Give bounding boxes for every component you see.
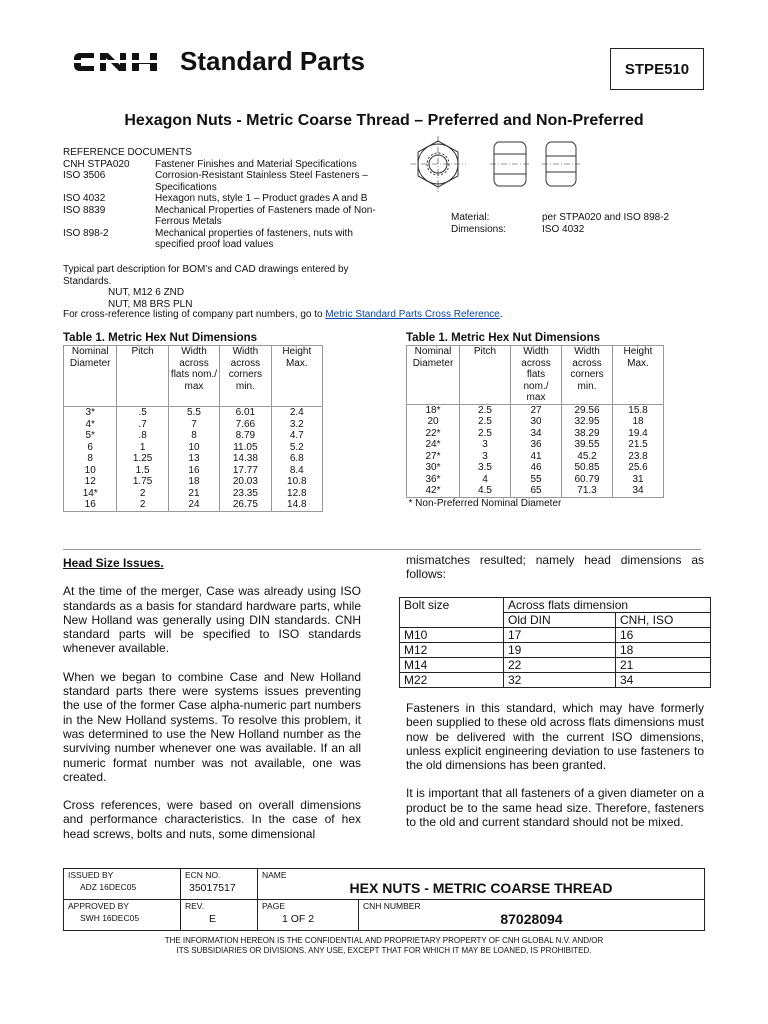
part-name: HEX NUTS - METRIC COARSE THREAD xyxy=(349,880,613,896)
table-cell: 8.4 xyxy=(271,465,322,477)
table-spacer-row xyxy=(64,392,323,407)
material-value: per STPA020 and ISO 898-2 xyxy=(542,212,670,223)
table-cell: 3 xyxy=(460,439,511,451)
table-footnote: * Non-Preferred Nominal Diameter xyxy=(408,497,562,509)
table-cell: 34 xyxy=(511,428,562,440)
bolt-cell: 32 xyxy=(504,673,616,688)
confidentiality-line: THE INFORMATION HEREON IS THE CONFIDENTIAL AND PROPRIETARY PROPERTY OF CNH GLOBAL N.V. AND/OR xyxy=(164,936,604,945)
paragraph: mismatches resulted; namely head dimensions as follows: xyxy=(406,553,704,582)
table-cell: 4.7 xyxy=(271,430,322,442)
table-row xyxy=(407,474,664,486)
table-cell: 3* xyxy=(64,407,117,419)
issued-by-value: ADZ 16DEC05 xyxy=(80,882,137,892)
table-cell: 14.38 xyxy=(220,453,271,465)
title-block-row xyxy=(64,900,705,931)
table-row xyxy=(407,485,664,497)
bolt-cell: 18 xyxy=(616,643,711,658)
table-cell: 71.3 xyxy=(562,485,613,497)
table-cell: 24 xyxy=(168,499,219,511)
reference-desc: Corrosion-Resistant Stainless Steel Fasteners – Specifications xyxy=(155,170,368,193)
paragraph: Cross references, were based on overall dimensions and performance characteristics. In the case of hex head screws, bolts and nuts, some dimensional xyxy=(63,798,361,841)
table-cell: .8 xyxy=(117,430,168,442)
table-cell: 20.03 xyxy=(220,476,271,488)
table-cell: 45.2 xyxy=(562,451,613,463)
bolt-row xyxy=(400,643,711,658)
reference-code: ISO 4032 xyxy=(63,193,106,204)
table-cell: 21 xyxy=(168,488,219,500)
table-cell: 12.8 xyxy=(271,488,322,500)
hex-nut-table-right xyxy=(406,332,664,509)
col-header: Nominal Diameter xyxy=(64,346,117,393)
bolt-row xyxy=(400,658,711,673)
col-header: Width across flats nom./ max xyxy=(168,346,219,393)
name-label: NAME xyxy=(262,870,287,880)
references-heading: REFERENCE DOCUMENTS xyxy=(63,147,192,158)
table-cell: 10 xyxy=(168,442,219,454)
table-cell: 5.2 xyxy=(271,442,322,454)
table-cell: 32.95 xyxy=(562,416,613,428)
old-din-header: Old DIN xyxy=(504,613,616,628)
table-cell: 13 xyxy=(168,453,219,465)
table-caption: Table 1. Metric Hex Nut Dimensions xyxy=(63,332,258,344)
page-title: Hexagon Nuts - Metric Coarse Thread – Preferred and Non-Preferred xyxy=(124,112,644,129)
title-block-row xyxy=(64,869,705,900)
section-divider xyxy=(63,549,701,550)
table-cell: 36 xyxy=(511,439,562,451)
reference-row xyxy=(63,170,395,193)
bolt-cell: 22 xyxy=(504,658,616,673)
reference-row xyxy=(63,159,395,171)
typical-description xyxy=(63,264,393,310)
reference-desc: Mechanical properties of fasteners, nuts with specified proof load values xyxy=(155,227,353,250)
confidentiality-notice xyxy=(0,936,768,956)
table-cell: 12 xyxy=(64,476,117,488)
reference-code: ISO 8839 xyxy=(63,204,106,216)
table-cell: 36* xyxy=(407,474,460,486)
table-cell: 31 xyxy=(613,474,664,486)
table-cell: 20 xyxy=(407,416,460,428)
approved-by-cell xyxy=(64,900,181,931)
ecn-value: 35017517 xyxy=(189,882,236,894)
table-cell: 11.05 xyxy=(220,442,271,454)
table-cell: 2.5 xyxy=(460,404,511,416)
table-row xyxy=(407,428,664,440)
rev-value: E xyxy=(209,913,217,925)
table-cell: 15.8 xyxy=(613,404,664,416)
bolt-size-header: Bolt size xyxy=(400,598,504,628)
table-cell: 50.85 xyxy=(562,462,613,474)
body-right-column-top xyxy=(406,553,704,596)
table-cell: 5.5 xyxy=(168,407,219,419)
table-cell: 4* xyxy=(64,419,117,431)
table-cell: 42* xyxy=(407,485,460,497)
body-right-column-bottom xyxy=(406,701,704,843)
across-flats-header: Across flats dimension xyxy=(504,598,711,613)
bolt-cell: 34 xyxy=(616,673,711,688)
table-cell: 2.5 xyxy=(460,416,511,428)
table-row xyxy=(64,442,323,454)
col-header: Width across flats nom./ max xyxy=(511,346,562,405)
rev-label: REV. xyxy=(185,901,205,911)
cnh-number-value: 87028094 xyxy=(500,911,563,927)
section-heading: Head Size Issues. xyxy=(63,556,164,570)
table-cell: 65 xyxy=(511,485,562,497)
table-cell: 18 xyxy=(168,476,219,488)
col-header: Width across corners min. xyxy=(562,346,613,405)
material-row xyxy=(451,212,669,224)
table-cell: 1.25 xyxy=(117,453,168,465)
table-cell: 3.2 xyxy=(271,419,322,431)
table-row xyxy=(407,462,664,474)
crossref-pre: For cross-reference listing of company part numbers, go to xyxy=(63,309,326,320)
approved-by-label: APPROVED BY xyxy=(68,901,129,911)
bolt-header-row xyxy=(400,598,711,613)
typical-example: NUT, M8 BRS PLN xyxy=(108,298,193,310)
bolt-cell: 19 xyxy=(504,643,616,658)
table-cell: 1.75 xyxy=(117,476,168,488)
table-row xyxy=(64,476,323,488)
page-label: PAGE xyxy=(262,901,285,911)
footnote-row xyxy=(407,497,664,509)
cross-reference-link[interactable]: Metric Standard Parts Cross Reference xyxy=(325,309,500,320)
dimensions-value: ISO 4032 xyxy=(542,224,585,235)
table-body xyxy=(64,407,323,512)
table-row xyxy=(64,407,323,419)
typical-text: Typical part description for BOM’s and CAD drawings entered by Standards. xyxy=(63,264,349,287)
table-cell: 19.4 xyxy=(613,428,664,440)
table-cell: 10.8 xyxy=(271,476,322,488)
paragraph: Fasteners in this standard, which may have formerly been supplied to these old across flats dimensions must now be delivered with the current ISO dimensions, unless explicit engineering deviation to use fasteners to the old dimensions has been granted. xyxy=(406,701,704,773)
cnh-number-label: CNH NUMBER xyxy=(363,901,421,911)
paragraph: At the time of the merger, Case was already using ISO standards as a basis for standard hardware parts, while New Holland was generally using DIN standards. CNH standard parts will be specified to ISO standards whenever available. xyxy=(63,584,361,656)
table-cell: 6.8 xyxy=(271,453,322,465)
material-label: Material: xyxy=(451,212,490,223)
cross-reference-line xyxy=(63,309,503,320)
reference-desc: Hexagon nuts, style 1 – Product grades A and B xyxy=(155,193,368,204)
table-cell: 8 xyxy=(168,430,219,442)
table-cell: 8.79 xyxy=(220,430,271,442)
reference-row xyxy=(63,205,395,228)
title-block xyxy=(63,868,705,931)
ecn-cell xyxy=(181,869,258,900)
table-cell: 6.01 xyxy=(220,407,271,419)
typical-example: NUT, M12 6 ZND xyxy=(108,287,185,298)
reference-desc: Mechanical Properties of Fasteners made of Non-Ferrous Metals xyxy=(155,204,376,227)
table-cell: 23.35 xyxy=(220,488,271,500)
confidentiality-line: ITS SUBSIDIARIES OR DIVISIONS. ANY USE, EXCEPT THAT FOR WHICH IT MAY BE LOANED, IS PROHIBITED. xyxy=(176,946,592,955)
table-cell: 30 xyxy=(511,416,562,428)
table-cell: 6 xyxy=(64,442,117,454)
issued-by-label: ISSUED BY xyxy=(68,870,114,880)
table-cell: 16 xyxy=(64,499,117,511)
table-row xyxy=(407,416,664,428)
table-cell: 46 xyxy=(511,462,562,474)
bolt-cell: 16 xyxy=(616,628,711,643)
table-cell: 26.75 xyxy=(220,499,271,511)
bolt-cell: M12 xyxy=(400,643,504,658)
table-row xyxy=(407,404,664,416)
reference-documents xyxy=(63,147,395,251)
table-cell: 18* xyxy=(407,404,460,416)
table-cell: 23.8 xyxy=(613,451,664,463)
hex-nut-icon xyxy=(408,136,588,216)
table-cell: 27* xyxy=(407,451,460,463)
table-cell: 21.5 xyxy=(613,439,664,451)
table-cell: 7 xyxy=(168,419,219,431)
table-cell: 14.8 xyxy=(271,499,322,511)
table-cell: .5 xyxy=(117,407,168,419)
bolt-row xyxy=(400,628,711,643)
bolt-row xyxy=(400,673,711,688)
col-header: Height Max. xyxy=(271,346,322,393)
rev-cell xyxy=(181,900,258,931)
paragraph: It is important that all fasteners of a given diameter on a product be to the same head size. Therefore, fasteners to the old and current standard should not be mixed. xyxy=(406,786,704,830)
col-header: Pitch xyxy=(117,346,168,393)
table-cell: 29.56 xyxy=(562,404,613,416)
table-row xyxy=(64,488,323,500)
reference-row xyxy=(63,228,395,251)
material-dimensions xyxy=(451,212,669,236)
table-cell: 24* xyxy=(407,439,460,451)
table-row xyxy=(64,453,323,465)
table-cell: 4 xyxy=(460,474,511,486)
crossref-post: . xyxy=(499,309,503,320)
table-row xyxy=(64,465,323,477)
reference-code: ISO 898-2 xyxy=(63,227,109,239)
bolt-cell: M10 xyxy=(400,628,504,643)
table-cell: 2 xyxy=(117,488,168,500)
cnh-number-cell xyxy=(359,900,705,931)
table-caption: Table 1. Metric Hex Nut Dimensions xyxy=(406,332,601,344)
table-row xyxy=(407,439,664,451)
table-row xyxy=(64,499,323,511)
table-cell: 17.77 xyxy=(220,465,271,477)
hex-nut-table-left xyxy=(63,332,323,512)
table-row xyxy=(64,419,323,431)
table-cell: 41 xyxy=(511,451,562,463)
table-row xyxy=(407,451,664,463)
table-row xyxy=(64,430,323,442)
table-header-row xyxy=(407,346,664,405)
table-cell: 38.29 xyxy=(562,428,613,440)
table-cell: 2.5 xyxy=(460,428,511,440)
table-cell: 18 xyxy=(613,416,664,428)
name-cell xyxy=(258,869,705,900)
table-cell: 55 xyxy=(511,474,562,486)
table-cell: 25.6 xyxy=(613,462,664,474)
table-body xyxy=(407,404,664,497)
reference-desc: Fastener Finishes and Material Specifications xyxy=(155,158,357,170)
table-cell: 14* xyxy=(64,488,117,500)
table-cell: 1 xyxy=(117,442,168,454)
table-cell: 22* xyxy=(407,428,460,440)
table-cell: 7.66 xyxy=(220,419,271,431)
table-cell: 3 xyxy=(460,451,511,463)
col-header: Height Max. xyxy=(613,346,664,405)
table-cell: 10 xyxy=(64,465,117,477)
bolt-cell: 21 xyxy=(616,658,711,673)
table-cell: 30* xyxy=(407,462,460,474)
cnh-logo-mark xyxy=(70,48,162,76)
col-header: Pitch xyxy=(460,346,511,405)
page-cell xyxy=(258,900,359,931)
reference-code: CNH STPA020 xyxy=(63,158,130,170)
doc-code: STPE510 xyxy=(610,48,704,90)
bolt-table-body xyxy=(400,628,711,688)
page-value: 1 OF 2 xyxy=(282,913,315,925)
table-cell: 1.5 xyxy=(117,465,168,477)
table-cell: 2 xyxy=(117,499,168,511)
table-header-row xyxy=(64,346,323,393)
ecn-label: ECN NO. xyxy=(185,870,221,880)
col-header: Width across corners min. xyxy=(220,346,271,393)
table-cell: 8 xyxy=(64,453,117,465)
cnh-iso-header: CNH, ISO xyxy=(616,613,711,628)
issued-by-cell xyxy=(64,869,181,900)
brand-title: Standard Parts xyxy=(180,46,365,76)
table-cell: 27 xyxy=(511,404,562,416)
head-size-table xyxy=(399,597,711,688)
table-cell: 39.55 xyxy=(562,439,613,451)
paragraph: When we began to combine Case and New Holland standard parts there were systems issues preventing the use of the former Case alpha-numeric part numbers in the New Holland systems. To resolve this problem, it was determined to use the New Holland number as the surviving number whenever one was available. If an all numeric format number was not available, one was created. xyxy=(63,669,361,784)
table-cell: 60.79 xyxy=(562,474,613,486)
cnh-logo xyxy=(70,48,162,76)
approved-by-value: SWH 16DEC05 xyxy=(80,913,140,923)
reference-row xyxy=(63,193,395,205)
table-cell: .7 xyxy=(117,419,168,431)
bolt-cell: M14 xyxy=(400,658,504,673)
dimensions-row xyxy=(451,224,669,236)
table-cell: 3.5 xyxy=(460,462,511,474)
bolt-cell: 17 xyxy=(504,628,616,643)
body-left-column xyxy=(63,556,361,855)
table-cell: 4.5 xyxy=(460,485,511,497)
reference-code: ISO 3506 xyxy=(63,170,106,181)
table-cell: 34 xyxy=(613,485,664,497)
hex-nut-drawing xyxy=(408,136,588,216)
table-cell: 16 xyxy=(168,465,219,477)
dimensions-label: Dimensions: xyxy=(451,224,507,235)
table-cell: 5* xyxy=(64,430,117,442)
col-header: Nominal Diameter xyxy=(407,346,460,405)
bolt-cell: M22 xyxy=(400,673,504,688)
table-cell: 2.4 xyxy=(271,407,322,419)
